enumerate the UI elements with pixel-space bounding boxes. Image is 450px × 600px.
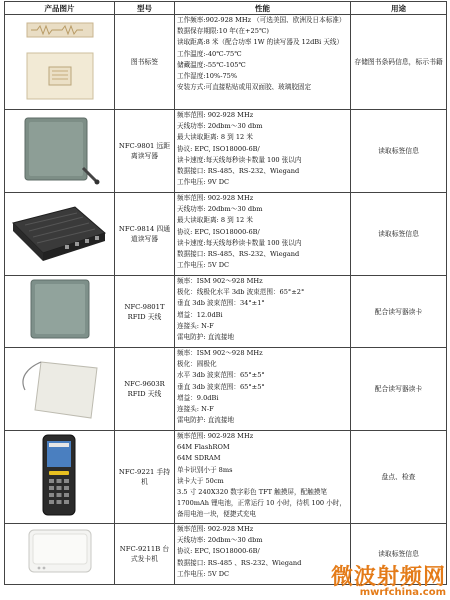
spec-line: 雷电防护: 直流接地 [177, 416, 235, 425]
spec-line: 天线功率: 20dbm～30 dbm [177, 122, 263, 131]
usage-cell: 盘点、检查 [351, 431, 447, 524]
spec-line: 增益：12.0dBi [177, 310, 223, 319]
table-row [5, 15, 447, 110]
usage-cell: 读取标签信息 [351, 110, 447, 193]
header-image: 产品图片 [5, 2, 115, 15]
spec-line: 连接头: N-F [177, 405, 214, 414]
spec-line: 天线功率: 20dbm～30 dbm [177, 205, 263, 214]
product-image-cell [5, 193, 115, 276]
spec-line: 频率范围: 902-928 MHz [177, 194, 254, 202]
table-row [5, 276, 447, 348]
usage-cell: 读取标签信息 [351, 524, 447, 585]
spec-cell [175, 193, 351, 276]
usage-cell: 存储图书条码信息，标示书籍 [351, 15, 447, 110]
table-row [5, 348, 447, 431]
handheld-device-image [5, 431, 113, 519]
spec-line: 工作电压: 5V DC [177, 261, 230, 270]
spec-line: 数据接口: RS-485、RS-232、Wiegand [177, 250, 300, 259]
header-performance: 性能 [175, 2, 351, 15]
linear-antenna-image [5, 276, 113, 343]
four-channel-reader-image [5, 193, 113, 271]
spec-line: 1700mAh 锂电池，正常运行 10 小时，待机 100 小时，备用电池一块，便捷式充电 [177, 499, 346, 519]
spec-line: 读卡速度:每天线每秒读卡数量 100 张以内 [177, 155, 302, 164]
spec-line: 雷电防护: 直流接地 [177, 333, 235, 342]
product-image-cell [5, 431, 115, 524]
model-cell: NFC-9801 远距离读写器 [115, 110, 175, 193]
usage-cell: 配合读写器读卡 [351, 348, 447, 431]
table-row [5, 193, 447, 276]
header-row [5, 2, 447, 15]
table-row [5, 431, 447, 524]
spec-line: 储藏温度:-55℃-105℃ [177, 60, 246, 69]
spec-line: 水平 3db 波束范围：65°±5° [177, 371, 265, 380]
spec-line: 读卡大于 50cm [177, 476, 224, 485]
spec-line: 数据接口: RS-485 、RS-232、Wiegand [177, 558, 302, 567]
product-table [4, 1, 447, 585]
spec-line: 工作温度:-40℃-75℃ [177, 49, 242, 58]
spec-cell [175, 276, 351, 348]
spec-line: 最大读取距离: 8 到 12 米 [177, 133, 253, 142]
spec-line: 极化：圆极化 [177, 360, 217, 369]
spec-line: 安装方式:可直接粘贴或用双面胶、玻璃胶固定 [177, 83, 312, 92]
spec-line: 64M FlashROM [177, 443, 230, 452]
spec-cell [175, 431, 351, 524]
spec-line: 频率范围: 902-928 MHz [177, 525, 254, 533]
spec-line: 工作电压: 5V DC [177, 569, 230, 578]
spec-line: 垂直 3db 波束范围：34°±1° [177, 299, 265, 308]
usage-cell: 配合读写器读卡 [351, 276, 447, 348]
spec-line: 工作湿度:10%-75% [177, 72, 238, 81]
book-tag-image [5, 15, 113, 105]
spec-line: 工作频率:902-928 MHz （可选美国、欧洲及日本标准） [177, 16, 346, 24]
spec-line: 连接头: N-F [177, 321, 214, 330]
spec-line: 读取距离:8 米（配合功率 1W 的读写器及 12dBi 天线） [177, 38, 344, 47]
model-cell: 图书标签 [115, 15, 175, 110]
spec-line: 64M SDRAM [177, 454, 221, 463]
reader-image [5, 110, 113, 188]
usage-cell: 读取标签信息 [351, 193, 447, 276]
model-cell: NFC-9801T RFID 天线 [115, 276, 175, 348]
spec-line: 频率范围: 902-928 MHz [177, 111, 254, 119]
model-cell: NFC-9211B 台式发卡机 [115, 524, 175, 585]
product-image-cell [5, 348, 115, 431]
spec-line: 最大读取距离: 8 到 12 米 [177, 216, 253, 225]
product-image-cell [5, 110, 115, 193]
spec-cell [175, 348, 351, 431]
product-image-cell [5, 524, 115, 585]
spec-line: 增益：9.0dBi [177, 393, 219, 402]
spec-line: 频率范围: 902-928 MHz [177, 432, 254, 440]
spec-line: 极化：线极化水平 3db 波束范围：65°±2° [177, 288, 305, 297]
table-row [5, 110, 447, 193]
watermark-cn: 微波射频网 [330, 565, 446, 590]
product-image-cell [5, 15, 115, 110]
spec-line: 协议: EPC, ISO18000-6B/ [177, 227, 260, 236]
watermark-en: mwrfchina.com [359, 587, 446, 598]
spec-line: 工作电压: 9V DC [177, 178, 230, 187]
watermark [331, 560, 446, 598]
header-usage: 用途 [351, 2, 447, 15]
spec-cell [175, 15, 351, 110]
spec-line: 数据接口: RS-485、RS-232、Wiegand [177, 167, 300, 176]
spec-line: 协议: EPC, ISO18000-6B/ [177, 547, 260, 556]
product-image-cell [5, 276, 115, 348]
spec-line: 3.5 寸 240X320 数字彩色 TFT 触摸屏，配触摸笔 [177, 488, 327, 497]
spec-line: 单卡识别小于 8ms [177, 465, 233, 474]
header-model: 型号 [115, 2, 175, 15]
model-cell: NFC-9603R RFID 天线 [115, 348, 175, 431]
model-cell: NFC-9221 手持机 [115, 431, 175, 524]
spec-line: 天线功率: 20dbm～30 dbm [177, 536, 263, 545]
desktop-issuer-image [5, 524, 113, 580]
spec-line: 数据保存期限:10 年(在+25℃) [177, 27, 269, 36]
model-cell: NFC-9814 四通道读写器 [115, 193, 175, 276]
spec-cell [175, 110, 351, 193]
spec-line: 协议: EPC, ISO18000-6B/ [177, 144, 260, 153]
spec-line: 频率：ISM 902～928 MHz [177, 277, 263, 285]
spec-line: 频率：ISM 902～928 MHz [177, 349, 263, 357]
spec-line: 读卡速度:每天线每秒读卡数量 100 张以内 [177, 238, 302, 247]
spec-line: 垂直 3db 波束范围：65°±5° [177, 382, 265, 391]
circular-antenna-image [5, 348, 113, 426]
spec-cell [175, 524, 351, 585]
